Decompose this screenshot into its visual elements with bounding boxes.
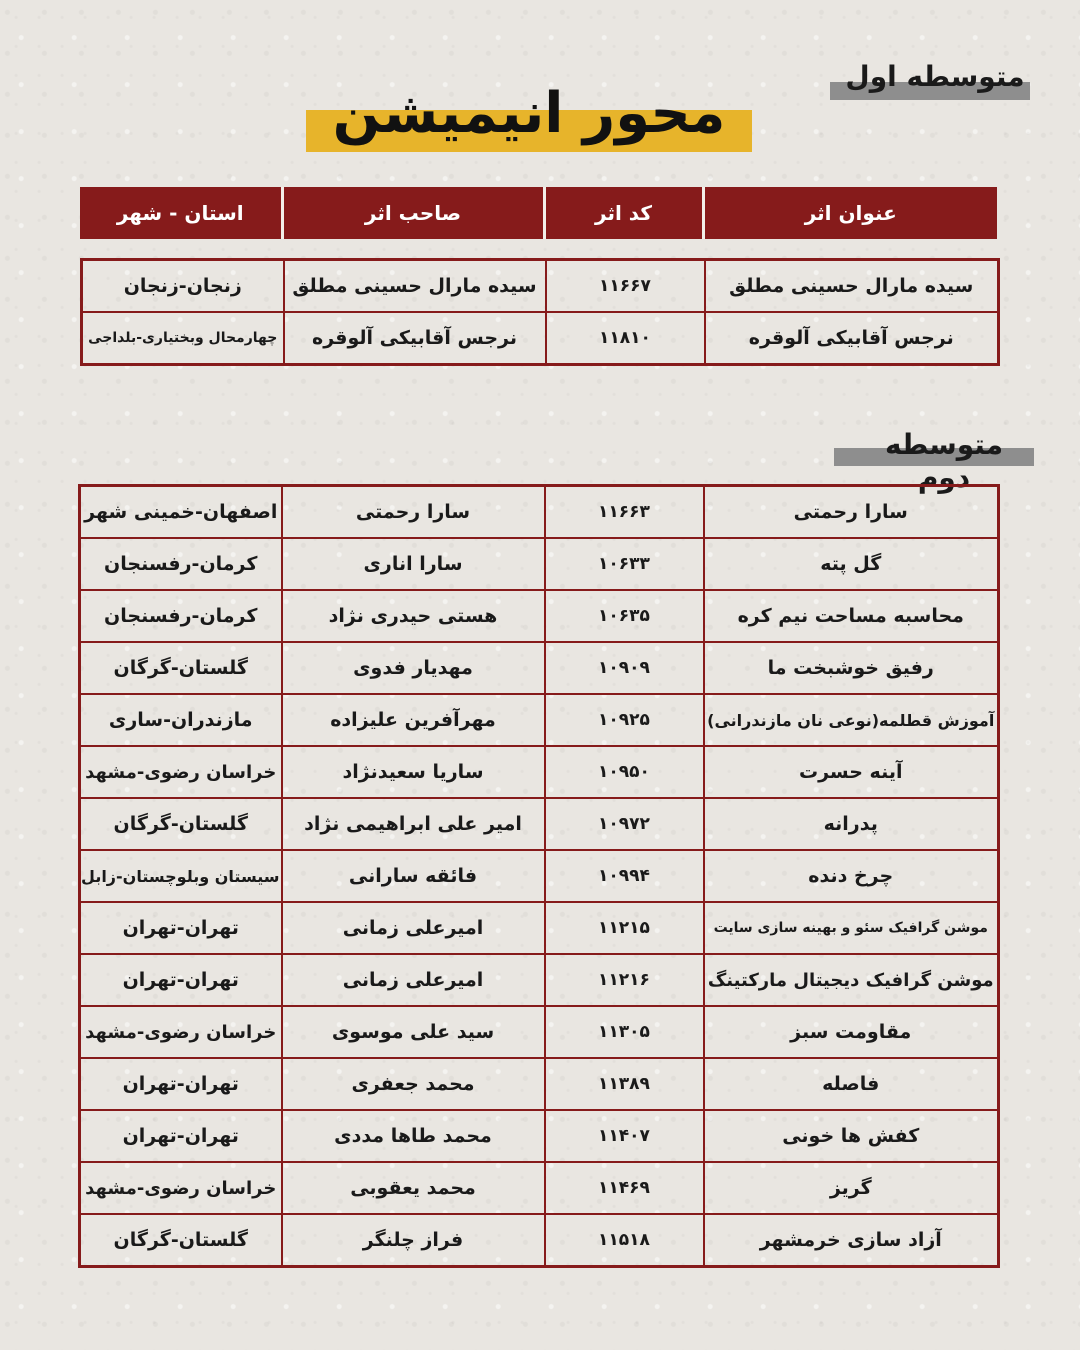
cell-owner: فائقه سارانی (282, 850, 545, 902)
cell-location: تهران-تهران (80, 1058, 282, 1110)
cell-code: ۱۰۹۰۹ (545, 642, 704, 694)
cell-title: موشن گرافیک دیجیتال مارکتینگ (704, 954, 999, 1006)
cell-location: خراسان رضوی-مشهد (80, 746, 282, 798)
level2-tag (834, 428, 1034, 494)
cell-owner: فراز چلنگر (282, 1214, 545, 1267)
title-block (306, 81, 752, 152)
cell-code: ۱۰۹۷۲ (545, 798, 704, 850)
cell-title: سیده مارال حسینی مطلق (705, 260, 999, 313)
cell-location: چهارمحال وبختیاری-بلداجی (82, 312, 284, 365)
cell-owner: هستی حیدری نژاد (282, 590, 545, 642)
cell-owner: محمد طاها مددی (282, 1110, 545, 1162)
header-location: استان - شهر (80, 187, 282, 239)
cell-code: ۱۱۳۸۹ (545, 1058, 704, 1110)
cell-code: ۱۰۶۳۳ (545, 538, 704, 590)
table-level2 (78, 484, 1000, 1268)
cell-owner: سیده مارال حسینی مطلق (284, 260, 546, 313)
table-row (80, 694, 999, 746)
cell-owner: ساریا سعیدنژاد (282, 746, 545, 798)
cell-code: ۱۱۳۰۵ (545, 1006, 704, 1058)
cell-location: گلستان-گرگان (80, 1214, 282, 1267)
cell-owner: سارا اناری (282, 538, 545, 590)
table-row (80, 1162, 999, 1214)
cell-owner: امیرعلی زمانی (282, 902, 545, 954)
cell-title: کفش ها خونی (704, 1110, 999, 1162)
table-row (80, 746, 999, 798)
cell-location: کرمان-رفسنجان (80, 590, 282, 642)
table-row (80, 1006, 999, 1058)
cell-title: آینه حسرت (704, 746, 999, 798)
cell-title: گل پته (704, 538, 999, 590)
table-row (80, 1214, 999, 1267)
cell-title: مقاومت سبز (704, 1006, 999, 1058)
cell-code: ۱۰۹۲۵ (545, 694, 704, 746)
cell-location: زنجان-زنجان (82, 260, 284, 313)
cell-location: تهران-تهران (80, 902, 282, 954)
level1-label: متوسطه اول (845, 60, 1025, 93)
cell-location: سیستان وبلوچستان-زابل (80, 850, 282, 902)
page-title: محور انیمیشن (332, 81, 726, 146)
cell-location: اصفهان-خمینی شهر (80, 486, 282, 539)
table-row (80, 902, 999, 954)
table-row (80, 954, 999, 1006)
table-row (80, 1058, 999, 1110)
cell-title: نرجس آقابیکی آلوقره (705, 312, 999, 365)
cell-owner: مهدیار فدوی (282, 642, 545, 694)
cell-location: کرمان-رفسنجان (80, 538, 282, 590)
cell-title: سارا رحمتی (704, 486, 999, 539)
table-row (80, 486, 999, 539)
cell-owner: سارا رحمتی (282, 486, 545, 539)
table-row (82, 260, 999, 313)
cell-code: ۱۰۶۳۵ (545, 590, 704, 642)
table-row (80, 642, 999, 694)
cell-code: ۱۱۴۰۷ (545, 1110, 704, 1162)
header-code: کد اثر (544, 187, 703, 239)
cell-location: تهران-تهران (80, 1110, 282, 1162)
level2-label: متوسطه دوم (884, 428, 1004, 494)
table-header (80, 187, 997, 239)
cell-title: موشن گرافیک سئو و بهینه سازی سایت (704, 902, 999, 954)
header-title: عنوان اثر (703, 187, 997, 239)
level1-tag (830, 60, 1030, 102)
cell-title: محاسبه مساحت نیم کره (704, 590, 999, 642)
table-level1 (80, 258, 1000, 366)
cell-owner: امیر علی ابراهیمی نژاد (282, 798, 545, 850)
cell-title: آزاد سازی خرمشهر (704, 1214, 999, 1267)
cell-owner: محمد یعقوبی (282, 1162, 545, 1214)
cell-code: ۱۱۶۶۷ (546, 260, 705, 313)
cell-code: ۱۱۸۱۰ (546, 312, 705, 365)
table-row (80, 538, 999, 590)
cell-title: گریز (704, 1162, 999, 1214)
cell-code: ۱۰۹۵۰ (545, 746, 704, 798)
table-row (82, 312, 999, 365)
cell-code: ۱۰۹۹۴ (545, 850, 704, 902)
table-row (80, 850, 999, 902)
cell-owner: سید علی موسوی (282, 1006, 545, 1058)
cell-location: تهران-تهران (80, 954, 282, 1006)
cell-owner: محمد جعفری (282, 1058, 545, 1110)
cell-title: رفیق خوشبخت ما (704, 642, 999, 694)
cell-location: مازندران-ساری (80, 694, 282, 746)
cell-location: گلستان-گرگان (80, 642, 282, 694)
cell-code: ۱۱۶۶۳ (545, 486, 704, 539)
cell-title: پدرانه (704, 798, 999, 850)
cell-title: چرخ دنده (704, 850, 999, 902)
cell-location: خراسان رضوی-مشهد (80, 1162, 282, 1214)
header-owner: صاحب اثر (282, 187, 544, 239)
table-row (80, 590, 999, 642)
cell-code: ۱۱۴۶۹ (545, 1162, 704, 1214)
cell-title: فاصله (704, 1058, 999, 1110)
cell-owner: امیرعلی زمانی (282, 954, 545, 1006)
cell-owner: مهرآفرین علیزاده (282, 694, 545, 746)
cell-location: خراسان رضوی-مشهد (80, 1006, 282, 1058)
table-row (80, 798, 999, 850)
cell-code: ۱۱۵۱۸ (545, 1214, 704, 1267)
cell-code: ۱۱۲۱۵ (545, 902, 704, 954)
cell-code: ۱۱۲۱۶ (545, 954, 704, 1006)
cell-title: آموزش قطلمه(نوعی نان مازندرانی) (704, 694, 999, 746)
cell-location: گلستان-گرگان (80, 798, 282, 850)
table-row (80, 1110, 999, 1162)
cell-owner: نرجس آقابیکی آلوقره (284, 312, 546, 365)
